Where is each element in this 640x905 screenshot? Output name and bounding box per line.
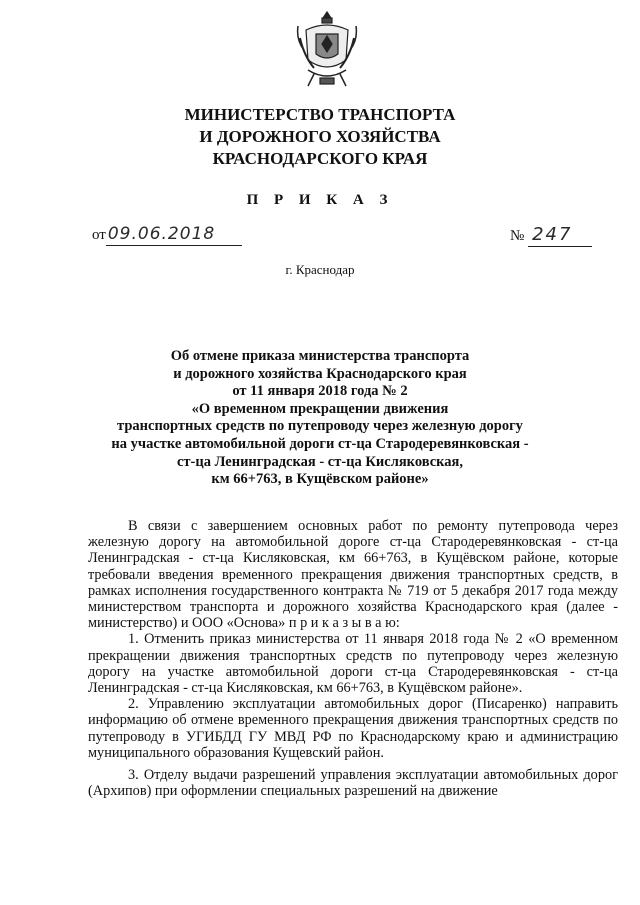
order-date — [92, 224, 242, 246]
order-body — [88, 518, 618, 799]
order-number-prefix: № — [510, 228, 525, 244]
subject-line: от 11 января 2018 года № 2 — [232, 383, 408, 400]
subject-line: и дорожного хозяйства Краснодарского края — [173, 365, 467, 382]
ministry-name-line1: МИНИСТЕРСТВО ТРАНСПОРТА — [184, 105, 456, 124]
body-item-3: 3. Отделу выдачи разрешений управления эксплуатации автомобильных дорог (Архипов) при оформлении специальных разрешений на движение — [88, 767, 618, 800]
order-date-value: 09.06.2018 — [106, 224, 242, 246]
body-item-1: 1. Отменить приказ министерства от 11 января 2018 года № 2 «О временном прекращении движения транспортных средств по путепроводу через железную дорогу на участке автомобильной дороги ст-ца Стародеревянковская - ст-ца Ленинградская - ст-ца Кисляковская, км 66+763, в Кущёвском районе». — [88, 631, 618, 697]
order-city: г. Краснодар — [285, 262, 355, 277]
order-date-prefix: от — [92, 227, 106, 243]
subject-line: транспортных средств по путепроводу через железную дорогу — [117, 418, 523, 435]
order-number-value: 247 — [528, 224, 592, 247]
krasnodar-krai-coat-of-arms-icon — [296, 8, 358, 92]
order-title: П Р И К А З — [246, 192, 394, 208]
subject-line: Об отмене приказа министерства транспорта — [170, 348, 470, 364]
body-item-2: 2. Управлению эксплуатации автомобильных дорог (Писаренко) направить информацию об отмене временного прекращения движения транспортных средств по путепроводу в УГИБДД ГУ МВД РФ по Краснодарскому краю и администрацию муниципального образования Кущевский район. — [88, 696, 618, 761]
subject-line: ст-ца Ленинградская - ст-ца Кисляковская, — [176, 453, 464, 470]
order-subject — [100, 348, 540, 489]
order-number — [510, 224, 592, 247]
body-intro-paragraph: В связи с завершением основных работ по ремонту путепровода через железную дорогу на автомобильной дороге ст-ца Стародеревянковская - ст-ца Ленинградская - ст-ца Кисляковская, км 66+763, в Кущёвском районе, которые требовали введения временного прекращения движения транспортных средств, в рамках исполнения государственного контракта № 719 от 5 декабря 2017 года между министерством транспорта и дорожного хозяйства Краснодарского края (далее - министерство) и ООО «Основа» п р и к а з ы в а ю: — [88, 518, 618, 632]
ministry-name-line3: КРАСНОДАРСКОГО КРАЯ — [212, 149, 428, 168]
subject-line: на участке автомобильной дороги ст-ца Стародеревянковская - — [111, 435, 529, 452]
subject-line: км 66+763, в Кущёвском районе» — [211, 471, 429, 488]
ministry-name — [0, 104, 640, 170]
subject-line: «О временном прекращении движения — [191, 400, 449, 417]
ministry-name-line2: И ДОРОЖНОГО ХОЗЯЙСТВА — [199, 127, 441, 146]
